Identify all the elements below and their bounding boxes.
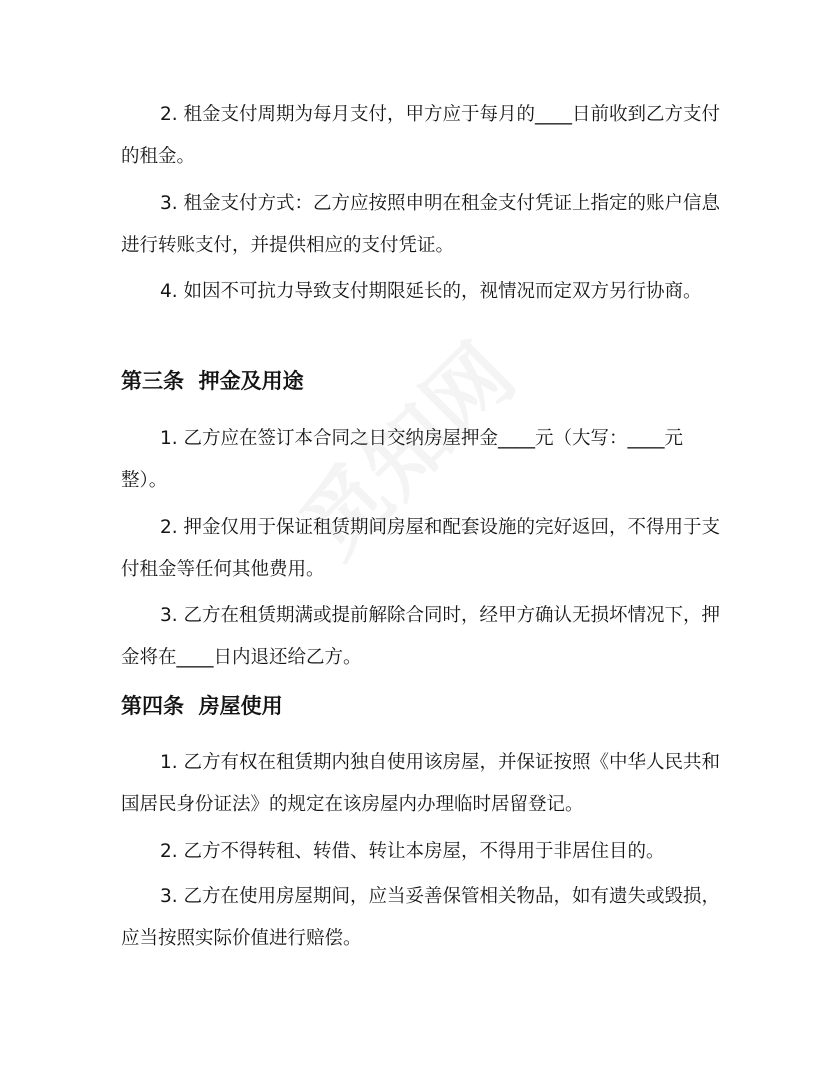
paragraph-rent-payment-method: 3. 租金支付方式：乙方应按照申明在租金支付凭证上指定的账户信息进行转账支付，并提供相应的支付凭证。: [121, 193, 721, 256]
paragraph-deposit-refund: 3. 乙方在租赁期满或提前解除合同时，经甲方确认无损坏情况下，押金将在____日内退还给乙方。: [121, 605, 721, 668]
heading-article-4: 第四条 房屋使用: [121, 694, 283, 718]
paragraph-deposit-amount: 1. 乙方应在签订本合同之日交纳房屋押金____元（大写：____元整）。: [121, 428, 684, 491]
paragraph-compensation: 3. 乙方在使用房屋期间，应当妥善保管相关物品，如有遗失或毁损，应当按照实际价值进行赔偿。: [121, 886, 721, 949]
paragraph-force-majeure: 4. 如因不可抗力导致支付期限延长的，视情况而定双方另行协商。: [160, 281, 702, 302]
paragraph-deposit-use: 2. 押金仅用于保证租赁期间房屋和配套设施的完好返回，不得用于支付租金等任何其他费用。: [121, 517, 721, 580]
paragraph-exclusive-use: 1. 乙方有权在租赁期内独自使用该房屋，并保证按照《中华人民共和国居民身份证法》的规定在该房屋内办理临时居留登记。: [121, 752, 721, 815]
paragraph-rent-payment-cycle: 2. 租金支付周期为每月支付，甲方应于每月的____日前收到乙方支付的租金。: [121, 104, 721, 167]
paragraph-no-sublet: 2. 乙方不得转租、转借、转让本房屋，不得用于非居住目的。: [160, 841, 665, 862]
heading-article-3: 第三条 押金及用途: [121, 369, 304, 393]
